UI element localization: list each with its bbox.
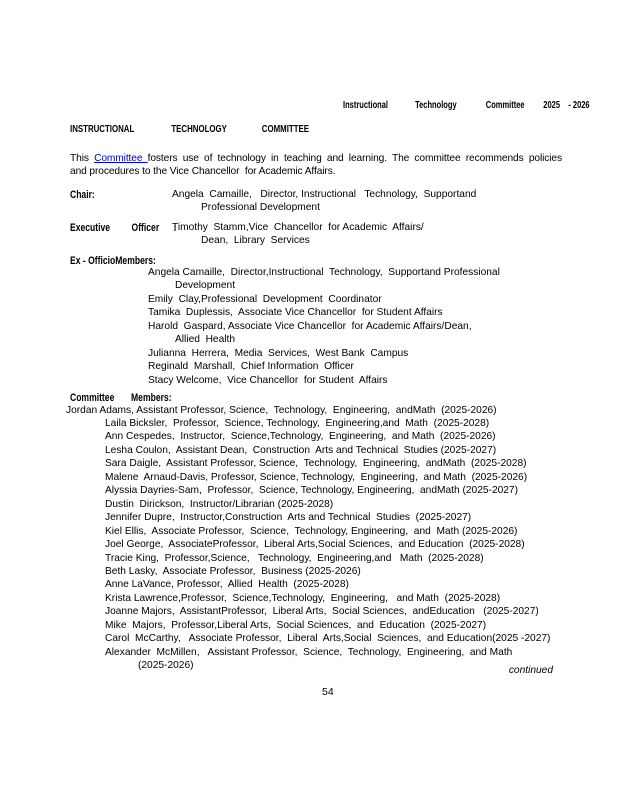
member-text-wrap: Allied Health — [175, 334, 236, 346]
member-text: Angela Camaille, Director,Instructional Technology, Supportand Professional — [148, 267, 500, 278]
member-text: Anne LaVance, Professor, Allied Health (2025-2028) — [105, 579, 349, 591]
member-text: Tamika Duplessis, Associate Vice Chancellor for Student Affairs — [148, 307, 443, 319]
committee-member — [105, 444, 550, 457]
committee-member — [105, 565, 550, 578]
member-text: Beth Lasky, Associate Professor, Business (2025-2026) — [105, 565, 361, 577]
member-text: Joanne Majors, AssistantProfessor, Liberal Arts, Social Sciences, andEducation (2025-2027) — [105, 606, 539, 618]
committee-members-label: Committee Members: — [70, 392, 172, 404]
committee-member — [105, 538, 550, 551]
member-text: Sara Daigle, Assistant Professor, Science, Technology, Engineering, andMath (2025-2028) — [105, 458, 527, 470]
ex-officio-member — [148, 360, 500, 373]
chair-value-line-1: Angela Camaille, Director, Instructional Technology, Supportand — [172, 189, 477, 200]
intro-line-1 — [70, 152, 562, 165]
ex-officio-member — [148, 347, 500, 360]
committee-member — [105, 632, 550, 645]
executive-officer-line-1: Timothy Stamm,Vice Chancellor for Academic Affairs/ — [172, 222, 424, 233]
committee-member — [105, 511, 550, 524]
member-text: Laila Bicksler, Professor, Science, Technology, Engineering,and Math (2025-2028) — [105, 418, 490, 429]
intro-line-2: and procedures to the Vice Chancellor for Academic Affairs. — [70, 166, 336, 178]
committee-member — [105, 619, 550, 632]
committee-member — [105, 457, 550, 470]
committee-member — [105, 498, 550, 511]
ex-officio-member-list — [148, 266, 500, 387]
chair-value — [172, 188, 476, 215]
member-text: Malene Arnaud-Davis, Professor, Science, Technology, Engineering, and Math (2025-2026) — [105, 471, 528, 483]
page-title: INSTRUCTIONAL TECHNOLOGY COMMITTEE — [70, 123, 310, 135]
committee-member — [105, 578, 550, 591]
ex-officio-member — [148, 293, 500, 306]
committee-member — [105, 552, 550, 565]
member-text: Lesha Coulon, Assistant Dean, Construction Arts and Technical Studies (2025-2027) — [105, 444, 497, 456]
member-text: Krista Lawrence,Professor, Science,Technology, Engineering, and Math (2025-2028) — [105, 592, 501, 604]
member-text: Carol McCarthy, Associate Professor, Liberal Arts,Social Sciences, and Education(2025 -2027) — [105, 633, 551, 645]
executive-officer-line-2: Dean, Library Services — [201, 235, 310, 247]
intro-text-after-link: fosters use of technology in teaching and learning. The committee recommends policies — [147, 153, 562, 164]
ex-officio-label: Ex - OfficioMembers: — [70, 255, 156, 267]
committee-member — [105, 605, 550, 618]
member-text: Julianna Herrera, Media Services, West Bank Campus — [148, 347, 409, 359]
page-number: 54 — [322, 686, 334, 698]
member-text: Emily Clay,Professional Development Coordinator — [148, 293, 382, 305]
member-text: Alexander McMillen, Assistant Professor, Science, Technology, Engineering, and Math — [105, 646, 513, 658]
chair-value-line-2: Professional Development — [201, 202, 320, 214]
ex-officio-member — [148, 266, 500, 293]
member-text: Dustin Dirickson, Instructor/Librarian (2025-2028) — [105, 498, 334, 510]
ex-officio-member — [148, 374, 500, 387]
committee-member — [105, 430, 550, 443]
member-text: Mike Majors, Professor,Liberal Arts, Social Sciences, and Education (2025-2027) — [105, 619, 487, 631]
committee-member — [105, 525, 550, 538]
committee-member-first: Jordan Adams, Assistant Professor, Science, Technology, Engineering, andMath (2025-2026) — [66, 405, 497, 416]
member-text: Alyssia Dayries-Sam, Professor, Science, Technology, Engineering, andMath (2025-2027) — [105, 485, 518, 497]
member-text: Joel George, AssociateProfessor, Liberal Arts,Social Sciences, and Education (2025-2028) — [105, 539, 525, 551]
ex-officio-member — [148, 306, 500, 319]
member-text: Harold Gaspard, Associate Vice Chancellor for Academic Affairs/Dean, — [148, 320, 472, 332]
member-text-wrap: Development — [175, 280, 236, 292]
member-text: Ann Cespedes, Instructor, Science,Technology, Engineering, and Math (2025-2026) — [105, 431, 496, 443]
executive-officer-label: Executive Officer : — [70, 222, 177, 234]
member-text: Jennifer Dupre, Instructor,Construction Arts and Technical Studies (2025-2027) — [105, 512, 472, 524]
running-header: Instructional Technology Committee 2025 - 2026 — [343, 100, 590, 111]
continued-note: continued — [508, 665, 553, 676]
member-text: Tracie King, Professor,Science, Technology, Engineering,and Math (2025-2028) — [105, 552, 484, 564]
member-text: Reginald Marshall, Chief Information Officer — [148, 361, 354, 373]
member-text: Stacy Welcome, Vice Chancellor for Student Affairs — [148, 374, 388, 386]
committee-member — [105, 417, 550, 430]
member-text-wrap: (2025-2026) — [138, 660, 194, 672]
member-text: Kiel Ellis, Associate Professor, Science, Technology, Engineering, and Math (2025-2026) — [105, 525, 518, 537]
chair-label: Chair: — [70, 189, 95, 201]
committee-member — [105, 471, 550, 484]
executive-officer-value — [172, 221, 424, 248]
committee-member — [105, 592, 550, 605]
committee-member — [105, 484, 550, 497]
committee-link[interactable]: Committee — [94, 153, 148, 164]
ex-officio-member — [148, 320, 500, 347]
committee-member — [105, 646, 550, 673]
intro-text-before-link: This — [70, 153, 95, 164]
intro-paragraph — [70, 152, 562, 179]
committee-member-list — [105, 417, 550, 673]
